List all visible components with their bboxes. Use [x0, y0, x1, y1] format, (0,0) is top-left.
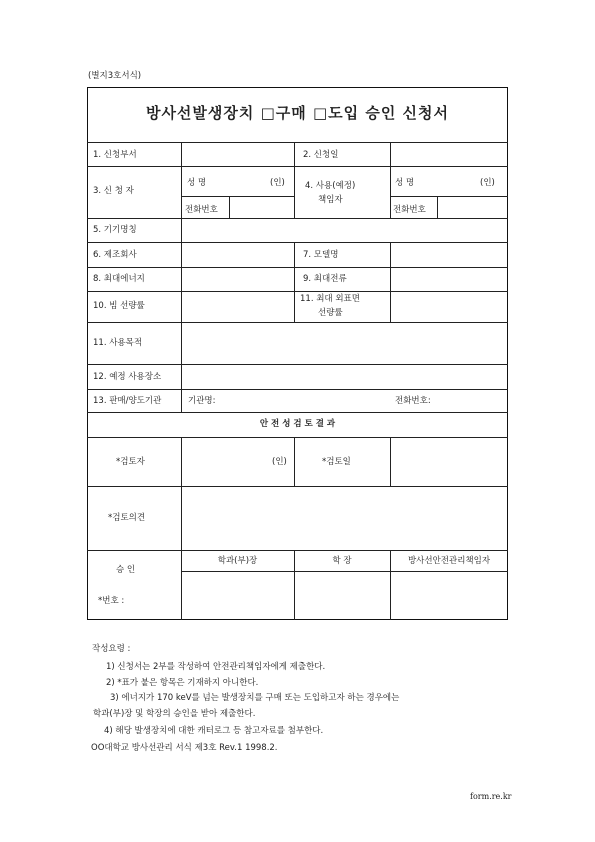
instruction-item: 3) 에너지가 170 keV를 넘는 발생장치를 구매 또는 도입하고자 하는 경우에는 [110, 693, 400, 703]
label-user-2: 책임자 [318, 195, 343, 205]
label-seller: 13. 판매/양도기관 [93, 396, 162, 406]
safety-header: 안 전 성 검 토 결 과 [259, 419, 336, 429]
label-maker: 6. 제조회사 [93, 250, 137, 260]
reviewer-seal: (인) [272, 457, 287, 467]
review-date-field[interactable] [391, 438, 507, 486]
president-header: 학 장 [332, 556, 352, 566]
dept-head-signature[interactable] [182, 572, 294, 619]
model-field[interactable] [391, 243, 507, 267]
label-device: 5. 기기명칭 [93, 225, 137, 235]
label-purpose: 11. 사용목적 [93, 338, 143, 348]
form-title: 방사선발생장치 □구매 □도입 승인 신청서 [145, 104, 450, 122]
user-phone-field[interactable] [438, 197, 507, 218]
instruction-item: 2) *표가 붙은 항목은 기재하지 아니한다. [106, 678, 259, 688]
surface-dose-field[interactable] [391, 292, 507, 322]
dept-head-header: 학과(부)장 [217, 556, 258, 566]
label-max-current: 9. 최대전류 [303, 274, 347, 284]
rso-signature[interactable] [391, 572, 507, 619]
seal-mark: (인) [270, 178, 285, 188]
form-footer-note: OO대학교 방사선관리 서식 제3호 Rev.1 1998.2. [91, 743, 278, 753]
label-max-energy: 8. 최대에너지 [93, 274, 145, 284]
device-field[interactable] [182, 219, 507, 242]
label-surface-2: 선량률 [318, 308, 343, 318]
label-phone: 전화번호 [185, 205, 218, 215]
label-model: 7. 모델명 [303, 250, 339, 260]
location-field[interactable] [182, 365, 507, 389]
label-location: 12. 예정 사용장소 [93, 372, 162, 382]
label-review-date: *검토일 [322, 457, 351, 467]
label-user-1: 4. 사용(예정) [305, 181, 356, 191]
label-number: *번호 : [98, 596, 125, 606]
rso-header: 방사선안전관리책임자 [407, 556, 491, 566]
row-divider [87, 166, 508, 167]
label-dept: 1. 신청부서 [93, 150, 137, 160]
instruction-item: 학과(부)장 및 학장의 승인을 받아 제출한다. [93, 709, 256, 719]
date-field[interactable] [391, 143, 507, 166]
label-opinion: *검토의견 [108, 513, 146, 523]
label-approval: 승 인 [116, 565, 136, 575]
label-agency-phone: 전화번호: [395, 396, 431, 406]
dept-field[interactable] [182, 143, 294, 166]
form-number: (별지3호서식) [88, 71, 142, 81]
president-signature[interactable] [295, 572, 390, 619]
label-surface-1: 11. 최대 외표면 [300, 294, 360, 304]
instruction-item: 4) 해당 발생장치에 대한 캐터로그 등 참고자료를 첨부한다. [104, 726, 324, 736]
col-divider [294, 437, 295, 486]
instruction-item: 1) 신청서는 2부를 작성하여 안전관리책임자에게 제출한다. [106, 662, 326, 672]
row-divider [87, 389, 508, 390]
site-watermark: form.re.kr [470, 792, 512, 801]
label-agency-name: 기관명: [188, 396, 216, 406]
beam-dose-field[interactable] [182, 292, 294, 322]
label-name: 성 명 [187, 178, 207, 188]
label-applicant: 3. 신 청 자 [93, 186, 134, 196]
seal-mark-2: (인) [480, 178, 495, 188]
label-reviewer: *검토자 [116, 457, 145, 467]
instructions-heading: 작성요령 : [92, 644, 131, 654]
label-date: 2. 신청일 [303, 150, 339, 160]
purpose-field[interactable] [182, 323, 507, 364]
label-beam-dose: 10. 빔 선량률 [93, 301, 145, 311]
row-divider [87, 550, 508, 551]
maker-field[interactable] [182, 243, 294, 267]
applicant-phone-field[interactable] [230, 197, 294, 218]
opinion-field[interactable] [182, 487, 507, 550]
col-divider [294, 242, 295, 322]
col-divider [294, 142, 295, 218]
row-divider [87, 412, 508, 413]
label-name-2: 성 명 [395, 178, 415, 188]
max-current-field[interactable] [391, 268, 507, 291]
max-energy-field[interactable] [182, 268, 294, 291]
label-phone-2: 전화번호 [393, 205, 426, 215]
